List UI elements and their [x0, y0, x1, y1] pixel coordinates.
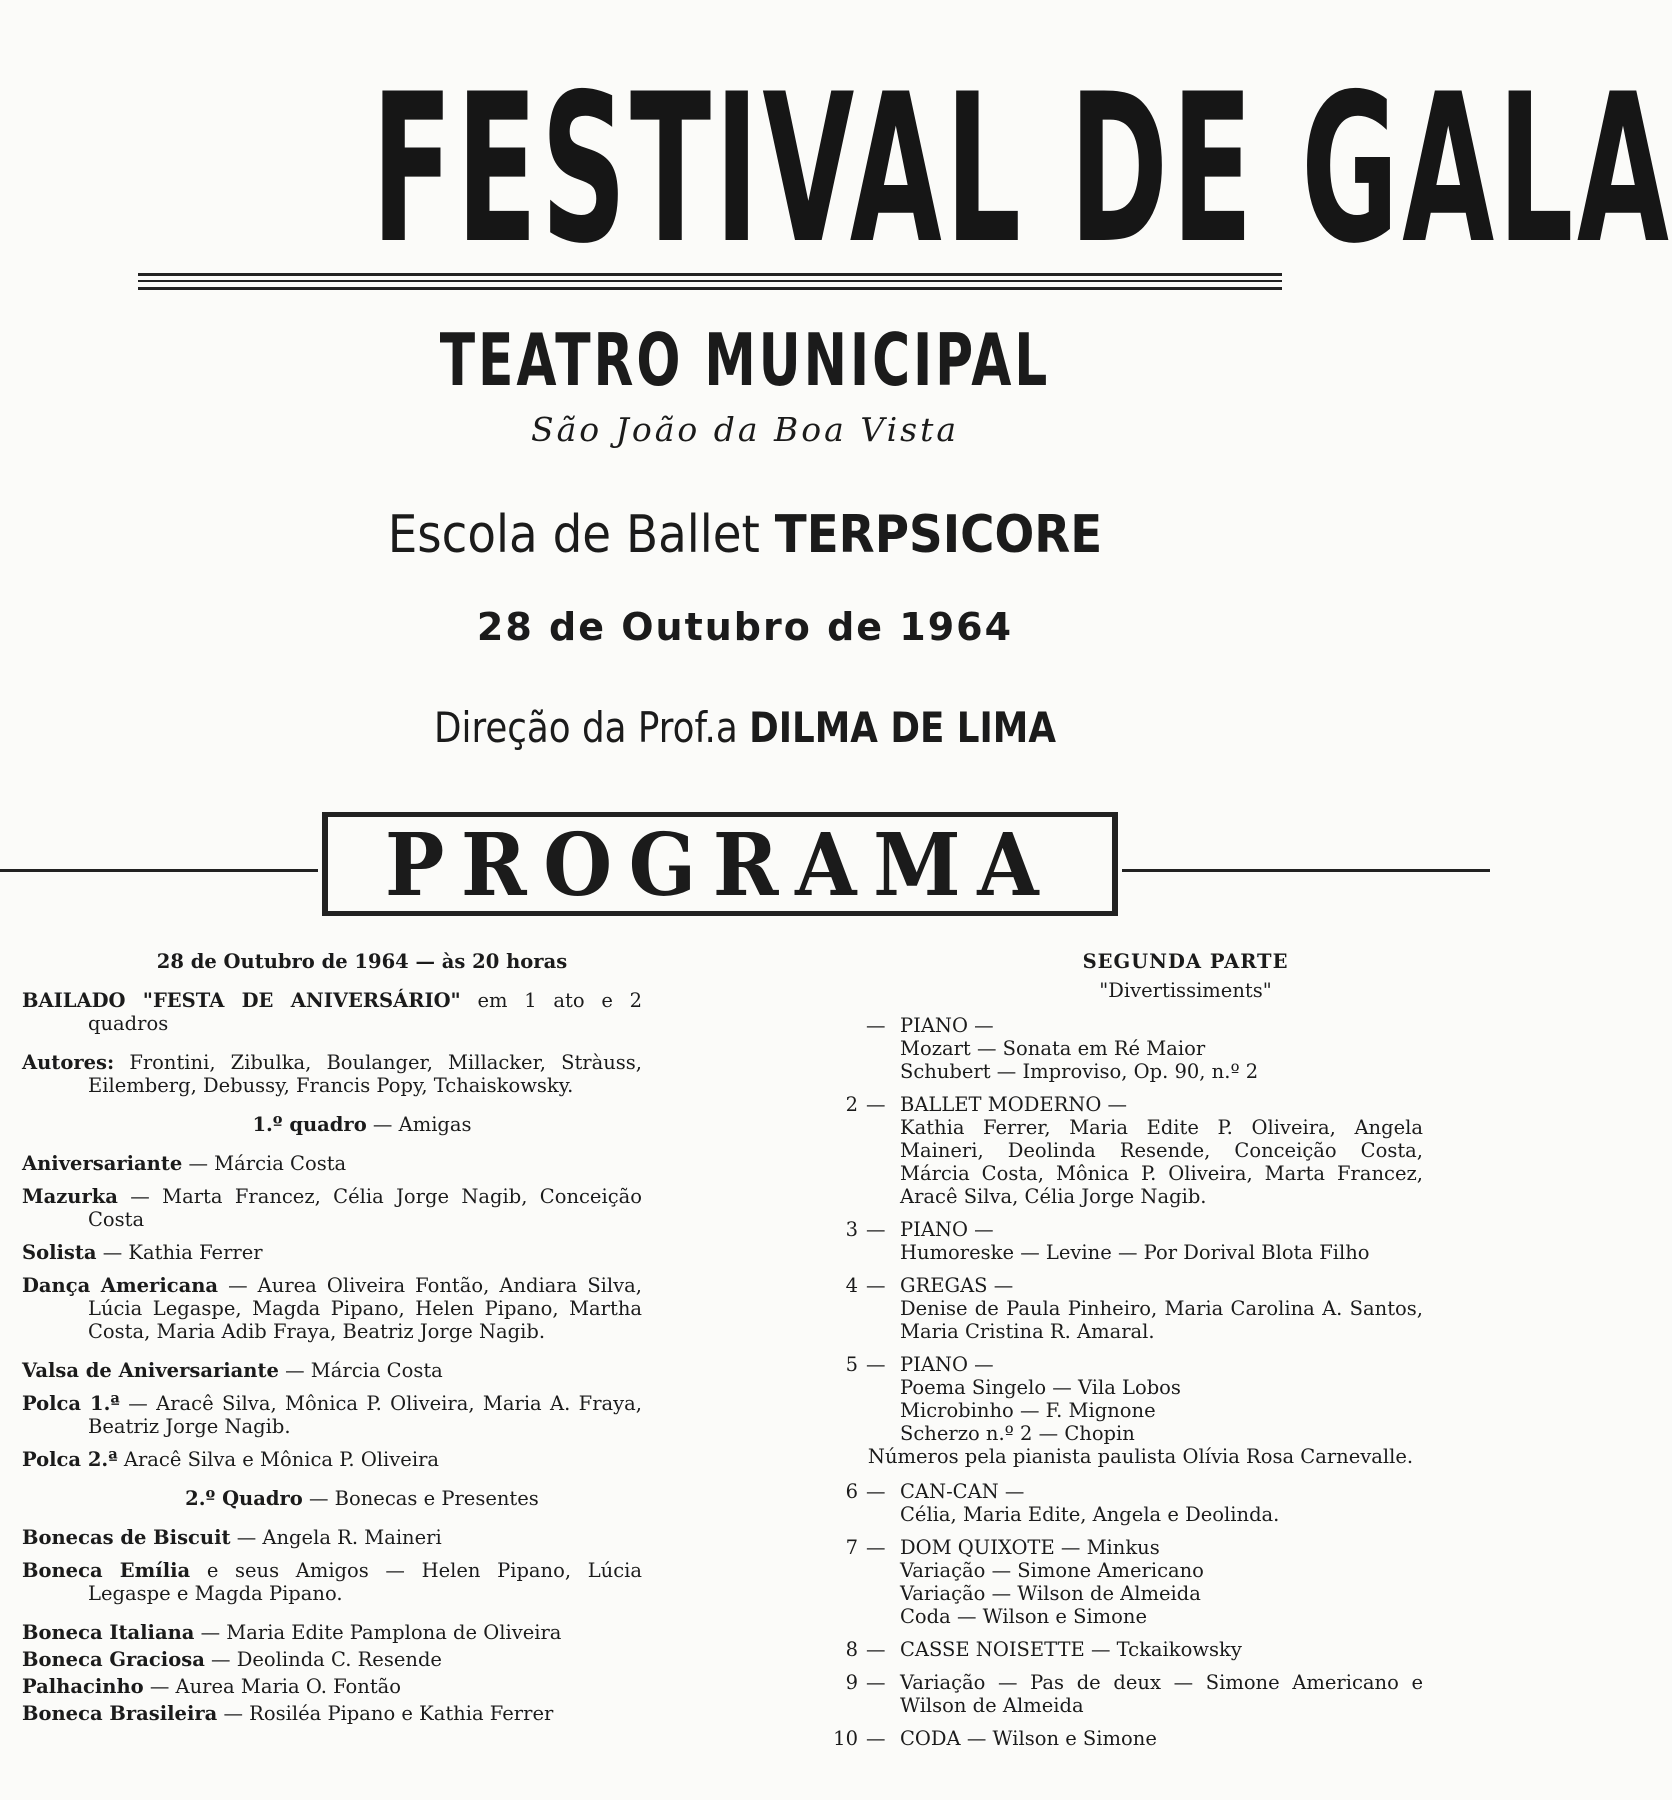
quadro-2-label: 2.º Quadro: [185, 1487, 303, 1510]
quadro-1-heading: [82, 1113, 642, 1136]
item-title: CAN-CAN —: [900, 1480, 1025, 1503]
item-title: DOM QUIXOTE — Minkus: [900, 1536, 1160, 1559]
item-line: Microbinho — F. Mignone: [900, 1399, 1156, 1422]
item-line: Célia, Maria Edite, Angela e Deolinda.: [900, 1503, 1280, 1526]
list-item: [22, 1241, 642, 1264]
program-item: [798, 1274, 1423, 1343]
list-item: [22, 1702, 642, 1725]
school-prefix: Escola de Ballet: [387, 505, 760, 565]
list-item: [22, 1526, 642, 1549]
item-dash: —: [866, 1727, 886, 1750]
item-text: — Márcia Costa: [285, 1359, 443, 1382]
ballet-title-line: [22, 989, 642, 1035]
title-rule-top: [138, 273, 1282, 276]
second-part-heading: SEGUNDA PARTE: [1082, 950, 1289, 973]
item-text: — Deolinda C. Resende: [211, 1648, 442, 1671]
item-number: 8: [845, 1638, 858, 1661]
item-dash: —: [866, 1353, 886, 1376]
authors-list: Frontini, Zibulka, Boulanger, Millacker, Stràuss, Eilemberg, Debussy, Francis Popy, Tchaiskowsky.: [88, 1051, 642, 1097]
list-item: [22, 1648, 642, 1671]
city-name: São João da Boa Vista: [530, 410, 959, 449]
second-part-subheading: "Divertissiments": [1099, 979, 1272, 1002]
item-text: — Maria Edite Pamplona de Oliveira: [200, 1621, 562, 1644]
quadro-1-label: 1.º quadro: [252, 1113, 367, 1136]
list-item: [22, 1621, 642, 1644]
item-dash: —: [866, 1671, 886, 1694]
quadro-1-title: — Amigas: [372, 1113, 472, 1136]
item-line: Poema Singelo — Vila Lobos: [900, 1376, 1181, 1399]
program-item: [798, 1480, 1423, 1526]
item-dash: —: [866, 1274, 886, 1297]
item-dash: —: [866, 1093, 886, 1116]
item-number: 6: [845, 1480, 858, 1503]
item-text: — Angela R. Maineri: [236, 1526, 442, 1549]
second-part-column: [798, 950, 1423, 1760]
item-label: Polca 2.ª: [22, 1448, 118, 1471]
item-text: — Marta Francez, Célia Jorge Nagib, Conceição Costa: [88, 1185, 642, 1231]
list-item: [22, 1274, 642, 1343]
item-number: [798, 1014, 866, 1083]
item-number: 10: [833, 1727, 858, 1750]
item-line: Coda — Wilson e Simone: [900, 1605, 1148, 1628]
item-title: PIANO —: [900, 1218, 994, 1241]
item-number: 9: [845, 1671, 858, 1694]
quadro-2-heading: [82, 1487, 642, 1510]
director-name: DILMA DE LIMA: [749, 703, 1056, 752]
item-title: Variação — Pas de deux — Simone Americano e Wilson de Almeida: [900, 1671, 1423, 1717]
program-item: [798, 1093, 1423, 1208]
item-label: Mazurka: [22, 1185, 118, 1208]
item-label: Polca 1.ª: [22, 1392, 120, 1415]
pianist-note: Números pela pianista paulista Olívia Rosa Carnevalle.: [867, 1445, 1414, 1468]
performance-datetime: 28 de Outubro de 1964 — às 20 horas: [156, 950, 568, 973]
item-number: 4: [845, 1274, 858, 1297]
item-title: CASSE NOISETTE — Tckaikowsky: [900, 1638, 1242, 1661]
item-label: Bonecas de Biscuit: [22, 1526, 231, 1549]
ballet-structure: em 1 ato e 2 quadros: [88, 989, 643, 1035]
list-item: [22, 1559, 642, 1605]
item-number: 7: [845, 1536, 858, 1559]
item-title: BALLET MODERNO —: [900, 1093, 1128, 1116]
item-number: 5: [845, 1353, 858, 1376]
item-text: — Rosiléa Pipano e Kathia Ferrer: [223, 1702, 554, 1725]
authors-label: Autores:: [22, 1051, 115, 1074]
item-line: Variação — Simone Americano: [900, 1559, 1204, 1582]
item-number: 3: [845, 1218, 858, 1241]
item-line: Scherzo n.º 2 — Chopin: [900, 1422, 1135, 1445]
item-label: Aniversariante: [22, 1152, 183, 1175]
item-line: Schubert — Improviso, Op. 90, n.º 2: [900, 1060, 1259, 1083]
item-number: 2: [845, 1093, 858, 1116]
direction-line: [112, 703, 1379, 752]
school-name: TERPSICORE: [774, 505, 1103, 565]
item-text: — Kathia Ferrer: [102, 1241, 263, 1264]
title-rule-bottom: [138, 287, 1282, 290]
item-title: PIANO —: [900, 1353, 994, 1376]
item-label: Boneca Graciosa: [22, 1648, 205, 1671]
list-item: [22, 1152, 642, 1175]
item-dash: —: [866, 1536, 886, 1559]
program-item: [798, 1353, 1423, 1445]
item-dash: —: [866, 1638, 886, 1661]
program-item: [798, 1638, 1423, 1661]
list-item: [22, 1392, 642, 1438]
item-title: GREGAS —: [900, 1274, 1014, 1297]
list-item: [22, 1359, 642, 1382]
program-item: [798, 1218, 1423, 1264]
item-text: — Márcia Costa: [188, 1152, 347, 1175]
ballet-title: BAILADO "FESTA DE ANIVERSÁRIO": [22, 989, 461, 1012]
program-label: PROGRAMA: [384, 815, 1056, 916]
item-label: Boneca Italiana: [22, 1621, 195, 1644]
item-text: — Aurea Maria O. Fontão: [149, 1675, 402, 1698]
item-dash: —: [866, 1480, 886, 1503]
program-rule-left: [0, 869, 318, 872]
item-label: Boneca Brasileira: [22, 1702, 218, 1725]
item-line: Variação — Wilson de Almeida: [900, 1582, 1201, 1605]
title-rule-middle: [138, 280, 1282, 282]
item-text: Aracê Silva e Mônica P. Oliveira: [123, 1448, 440, 1471]
item-text: — Aurea Oliveira Fontão, Andiara Silva, Lúcia Legaspe, Magda Pipano, Helen Pipano, Martha Costa, Maria Adib Fraya, Beatriz Jorge Nagib.: [88, 1274, 643, 1343]
list-item: [22, 1185, 642, 1231]
item-dash: —: [866, 1218, 886, 1241]
item-title: CODA — Wilson e Simone: [900, 1727, 1157, 1750]
item-line: Kathia Ferrer, Maria Edite P. Oliveira, Angela Maineri, Deolinda Resende, Conceição Costa, Márcia Costa, Mônica P. Oliveira, Marta Francez, Aracê Silva, Célia Jorge Nagib.: [900, 1116, 1423, 1208]
program-item: [798, 1727, 1423, 1750]
program-item: [798, 1014, 1423, 1083]
direction-prefix: Direção da Prof.a: [434, 703, 738, 752]
quadro-2-title: — Bonecas e Presentes: [308, 1487, 539, 1510]
program-item: [798, 1671, 1423, 1717]
program-rule-right: [1122, 869, 1490, 872]
venue-name: TEATRO MUNICIPAL: [439, 318, 1051, 402]
item-text: e seus Amigos — Helen Pipano, Lúcia Legaspe e Magda Pipano.: [88, 1559, 642, 1605]
program-banner: [322, 812, 1118, 916]
authors-line: [22, 1051, 642, 1097]
item-line: Mozart — Sonata em Ré Maior: [900, 1037, 1206, 1060]
first-part-column: [22, 950, 642, 1729]
item-label: Boneca Emília: [22, 1559, 191, 1582]
program-item: [798, 1536, 1423, 1628]
event-date: 28 de Outubro de 1964: [476, 605, 1014, 649]
item-label: Dança Americana: [22, 1274, 219, 1297]
item-dash: —: [866, 1014, 886, 1037]
item-title: PIANO —: [900, 1014, 994, 1037]
school-line: [75, 505, 1416, 565]
item-text: — Aracê Silva, Mônica P. Oliveira, Maria A. Fraya, Beatriz Jorge Nagib.: [88, 1392, 643, 1438]
list-item: [22, 1675, 642, 1698]
item-label: Solista: [22, 1241, 97, 1264]
item-label: Valsa de Aniversariante: [22, 1359, 279, 1382]
item-line: Denise de Paula Pinheiro, Maria Carolina A. Santos, Maria Cristina R. Amaral.: [900, 1297, 1423, 1343]
festival-title: FESTIVAL DE GALA: [371, 51, 1672, 289]
list-item: [22, 1448, 642, 1471]
item-label: Palhacinho: [22, 1675, 144, 1698]
item-line: Humoreske — Levine — Por Dorival Blota Filho: [900, 1241, 1370, 1264]
